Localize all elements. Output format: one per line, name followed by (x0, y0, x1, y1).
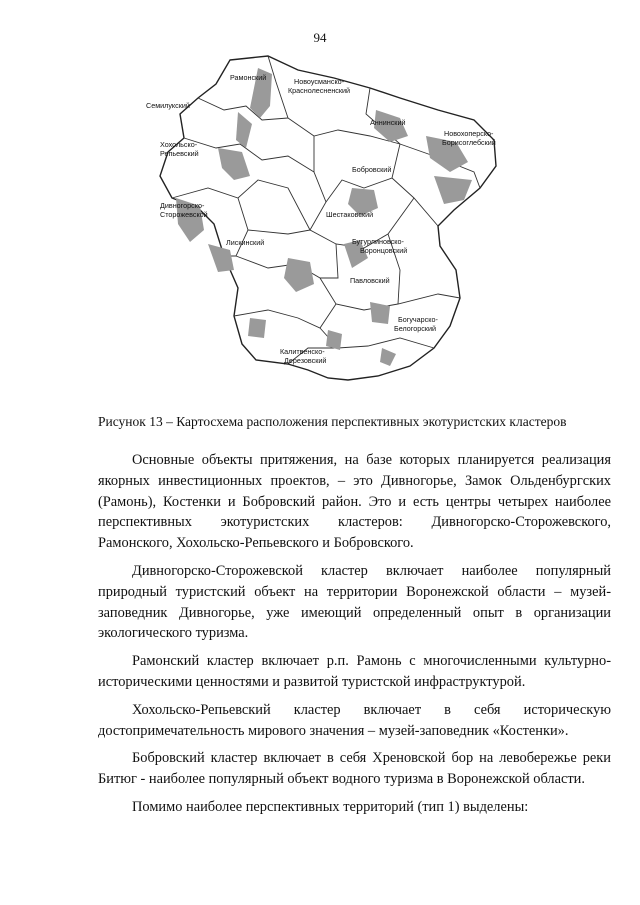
paragraph: Бобровский кластер включает в себя Хреновской бор на левобережье реки Битюг - наиболее популярный объект водного туризма в Воронежской области. (98, 750, 611, 788)
paragraph: Основные объекты притяжения, на базе которых планируется реализация якорных инвестиционных проектов, – это Дивногорье, Замок Ольденбургских (Рамонь), Костенки и Бобровский район. Это и есть центры четырех наиболее перспективных экотуристских кластеров: Дивногорско-Сторожевского, Рамонского, Хохольско-Репьевского и Бобровского. (98, 452, 611, 552)
map-label-ramonsky: Рамонский (230, 73, 267, 82)
figure-caption: Рисунок 13 – Картосхема расположения перспективных экотуристских кластеров (98, 414, 567, 429)
map-label-pavlovsky: Павловский (350, 276, 390, 285)
map-label-liskinsky: Лискинский (226, 238, 265, 247)
map-label-novokhopersko: Новохоперско- Борисоглебский (442, 129, 496, 147)
map-label-bobrovsky: Бобровский (352, 165, 392, 174)
page-number: 94 (313, 30, 327, 45)
map-label-novousmansko: Новоусманско- Краснолесненский (288, 77, 351, 95)
map-label-khokholsko: Хохольско- Репьевский (160, 140, 199, 158)
map-label-divnogorsko: Дивногорско- Сторожевской (160, 201, 208, 219)
paragraph: Дивногорско-Сторожевской кластер включает наиболее популярный природный туристский объект на территории Воронежской области – музей-заповедник Дивногорье, уже имеющий определенный опыт в организации экологического туризма. (98, 562, 611, 642)
paragraph: Помимо наиболее перспективных территорий (тип 1) выделены: (132, 798, 529, 815)
map-label-shestakovsky: Шестаковский (326, 210, 374, 219)
paragraph: Рамонский кластер включает р.п. Рамонь с многочисленными культурно-историческими ценностями и развитой туристской инфраструктурой. (98, 653, 611, 690)
map-label-kalitvensko: Калитвенско- Дерезовский (280, 347, 327, 365)
body-text (98, 450, 611, 825)
map-label-semiluksky: Семилукский (146, 101, 190, 110)
paragraph: Хохольско-Репьевский кластер включает в себя историческую достопримечательность мирового значения – музей-заповедник «Костенки». (98, 701, 611, 739)
cluster-map (138, 48, 518, 393)
map-label-buturlinovsko: Бутурлиновско- Воронцовский (352, 237, 408, 255)
map-label-anninsky: Аннинский (370, 118, 406, 127)
map-label-boguchar: Богучарско- Белогорский (394, 315, 438, 333)
